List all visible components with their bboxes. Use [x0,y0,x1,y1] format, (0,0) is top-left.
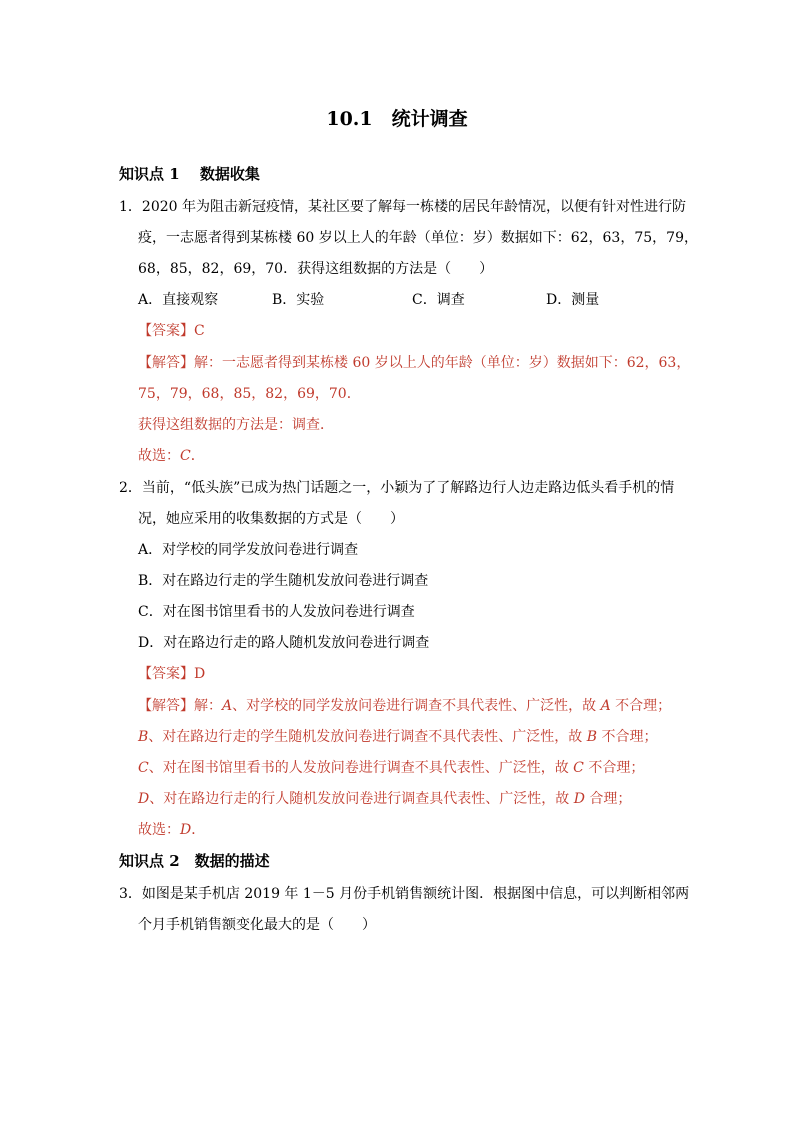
q3-line-2: 个月手机销售额变化最大的是（ ） [138,917,376,933]
q1-answer [138,321,205,341]
q2-solution-suffix-b: 不合理； [597,729,658,745]
q1-line-2: 疫，一志愿者得到某栋楼 60 岁以上人的年龄（单位：岁）数据如下：62，63，75，79， [138,230,698,246]
q2-answer-value: D [194,666,206,682]
q1-solution-line-3: 获得这组数据的方法是：调查． [138,417,334,433]
q1-option-a: A．直接观察 [138,292,219,308]
q2-answer-label: 【答案】 [138,666,194,682]
q1-conclusion-value: C [180,448,191,464]
q2-solution-label: 【解答】 [138,698,194,714]
q2-solution-text-a: 、对学校的同学发放问卷进行调查不具代表性、广泛性，故 [232,698,601,714]
q2-line-2: 况，她应采用的收集数据的方式是（ ） [138,511,404,527]
q2-solution-letter-b2: B [586,729,598,745]
q3-line-1: 3．如图是某手机店 2019 年 1－5 月份手机销售额统计图．根据图中信息，可以判断相邻两 [119,886,690,902]
q2-solution-letter-c: C [138,760,149,776]
q1-solution-label: 【解答】 [138,355,194,371]
section-heading-1: 知识点 1 数据收集 [119,165,260,183]
q2-solution-line-2 [138,727,658,747]
q2-answer [138,664,205,684]
q2-solution-letter-a2: A [600,698,611,714]
q2-solution-suffix-c: 不合理； [583,760,645,776]
q2-solution-letter-d2: D [573,791,585,807]
q2-solution-suffix-a: 不合理； [610,698,672,714]
q1-answer-label: 【答案】 [138,323,194,339]
q2-option-c: C．对在图书馆里看书的人发放问卷进行调查 [138,604,415,620]
q1-option-d: D．测量 [546,292,600,308]
q2-solution-line-4 [138,789,631,809]
q2-line-1: 2．当前，“低头族”已成为热门话题之一，小颖为了了解路边行人边走路边低头看手机的情 [119,480,675,496]
q1-conclusion-prefix: 故选： [138,448,180,464]
q2-solution-suffix-d: 合理； [584,791,632,807]
q2-solution-letter-b: B [138,729,149,745]
q2-conclusion-suffix: ． [191,822,206,838]
section-heading-2: 知识点 2 数据的描述 [119,852,270,870]
q2-conclusion [138,820,205,840]
q2-solution-text-b: 、对在路边行走的学生随机发放问卷进行调查不具代表性、广泛性，故 [148,729,587,745]
q1-option-b: B．实验 [272,292,325,308]
q1-line-3: 68，85，82，69，70．获得这组数据的方法是（ ） [138,261,494,277]
q2-solution-prefix: 解： [194,698,222,714]
q2-option-d: D．对在路边行走的路人随机发放问卷进行调查 [138,635,430,651]
q1-solution-text-1: 解：一志愿者得到某栋楼 60 岁以上人的年龄（单位：岁）数据如下：62，63， [194,355,691,371]
q2-solution-letter-d: D [138,791,150,807]
q1-line-1: 1．2020 年为阻击新冠疫情，某社区要了解每一栋楼的居民年龄情况，以便有针对性进行防 [119,199,686,215]
q1-conclusion [138,446,205,466]
q2-solution-line-3 [138,758,644,778]
q1-solution-line-2: 75，79，68，85，82，69，70． [138,386,361,402]
q2-solution-letter-c2: C [573,760,584,776]
q1-answer-value: C [194,323,205,339]
q2-option-b: B．对在路边行走的学生随机发放问卷进行调查 [138,573,429,589]
q1-conclusion-suffix: ． [190,448,205,464]
q2-option-a: A．对学校的同学发放问卷进行调查 [138,542,359,558]
q2-solution-letter-a: A [222,698,233,714]
q2-solution-line-1 [138,696,671,716]
q1-solution-line-1 [138,353,690,373]
q2-solution-text-d: 、对在路边行走的行人随机发放问卷进行调查具代表性、广泛性，故 [149,791,574,807]
q2-solution-text-c: 、对在图书馆里看书的人发放问卷进行调查不具代表性、广泛性，故 [148,760,574,776]
q1-option-c: C．调查 [412,292,465,308]
q2-conclusion-value: D [180,822,192,838]
q2-conclusion-prefix: 故选： [138,822,180,838]
page-title: 10.1 统计调查 [326,108,468,130]
